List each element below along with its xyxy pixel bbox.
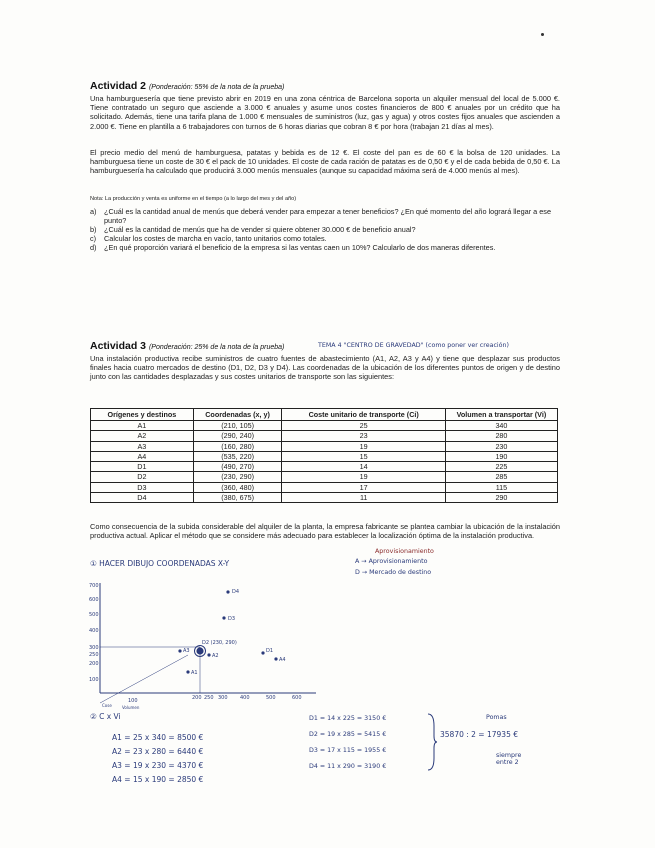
- handwritten-legend-d: D → Mercado de destino: [355, 569, 432, 576]
- table-cell: 115: [445, 482, 557, 492]
- handwritten-step-1: ① HACER DIBUJO COORDENADAS X-Y: [90, 559, 230, 568]
- point-marker: [207, 653, 210, 656]
- y-tick-label: 500: [89, 612, 99, 618]
- point-marker: [196, 647, 203, 654]
- handwritten-coordinate-plot: [88, 575, 328, 710]
- point-marker: [274, 657, 277, 660]
- guide-line: [100, 655, 188, 703]
- table-cell: 11: [282, 493, 445, 503]
- point-label: A3: [183, 648, 190, 654]
- point-marker: [186, 670, 189, 673]
- table-cell: 340: [445, 421, 557, 431]
- x-tick-label: 100: [128, 698, 138, 704]
- x-tick-label: 250: [204, 695, 214, 701]
- activity3-heading: [90, 340, 284, 352]
- table-cell: 17: [282, 482, 445, 492]
- table-cell: 25: [282, 421, 445, 431]
- table-row: [91, 421, 558, 431]
- table-cell: (360, 480): [193, 482, 282, 492]
- activity2-heading: [90, 80, 284, 92]
- table-cell: A2: [91, 431, 194, 441]
- table-cell: (490, 270): [193, 462, 282, 472]
- point-label: A2: [212, 653, 219, 659]
- table-header-cell: Coste unitario de transporte (Ci): [282, 409, 445, 421]
- table-cell: A3: [91, 441, 194, 451]
- x-tick-label: 200: [192, 695, 202, 701]
- table-cell: 280: [445, 431, 557, 441]
- x-tick-label: 500: [266, 695, 276, 701]
- activity3-handwritten-annotation: TEMA 4 "CENTRO DE GRAVEDAD" (como poner ver creación): [318, 342, 509, 349]
- table-row: [91, 493, 558, 503]
- point-label: D3: [228, 616, 236, 622]
- table-row: [91, 441, 558, 451]
- activity2-paragraph-1: Una hamburguesería que tiene previsto abrir en 2019 en una zona céntrica de Barcelona soporta un alquiler mensual del local de 5.000 €. Tiene contratado un seguro que asciende a 3.000 € anuales y asume unos costes financieros de 800 € anuales por un crédito que ha solicitado. Además, tiene una tarifa plana de 1.000 € mensuales de suministros (luz, gas y agua) y otros costes fijos anuales que ascienden a 2.000 €. Tiene en plantilla a 6 trabajadores con turnos de 6 horas diarias que cobran 8 € por hora (trabajan 21 días al mes).: [90, 94, 560, 131]
- coordinates-table: [90, 408, 558, 503]
- table-cell: 14: [282, 462, 445, 472]
- handwritten-legend-top: Aprovisionamiento: [375, 548, 434, 555]
- table-cell: (535, 220): [193, 451, 282, 461]
- table-header-cell: Coordenadas (x, y): [193, 409, 282, 421]
- activity3-paragraph-1: Una instalación productiva recibe suministros de cuatro fuentes de abastecimiento (A1, A2, A3 y A4) y tiene que desplazar sus productos finales hacia cuatro mercados de destino (D1, D2, D3 y D4). Las coordenadas de la ubicación de los diferentes puntos de origen y de destino junto con las cantidades desplazadas y sus costes unitarios de transporte son las siguientes:: [90, 354, 560, 382]
- table-cell: 23: [282, 431, 445, 441]
- question-item: [90, 243, 560, 252]
- question-text: ¿Cuál es la cantidad anual de menús que deberá vender para empezar a tener beneficios? ¿En qué momento del año logrará llegar a ese punto?: [104, 207, 552, 225]
- table-cell: A4: [91, 451, 194, 461]
- table-row: [91, 462, 558, 472]
- table-cell: 15: [282, 451, 445, 461]
- point-label: D4: [232, 589, 240, 595]
- table-cell: D2: [91, 472, 194, 482]
- calc-line-d2: D2 = 19 x 285 = 5415 €: [309, 731, 387, 738]
- scan-speck: [541, 33, 544, 36]
- calc-line-a1: A1 = 25 x 340 = 8500 €: [112, 733, 204, 742]
- point-label: A1: [191, 670, 198, 676]
- table-cell: (380, 675): [193, 493, 282, 503]
- y-tick-label: 200: [89, 661, 99, 667]
- table-cell: 19: [282, 472, 445, 482]
- table-cell: 225: [445, 462, 557, 472]
- table-cell: (210, 105): [193, 421, 282, 431]
- y-tick-label: 600: [89, 597, 99, 603]
- table-cell: 19: [282, 441, 445, 451]
- question-text: ¿Cuál es la cantidad de menús que ha de vender si quiere obtener 30.000 € de beneficio anual?: [104, 225, 416, 234]
- calc-line-a3: A3 = 19 x 230 = 4370 €: [112, 761, 204, 770]
- y-tick-label: 300: [89, 645, 99, 651]
- table-cell: (160, 280): [193, 441, 282, 451]
- activity2-question-list: [90, 207, 560, 252]
- table-cell: (290, 240): [193, 431, 282, 441]
- axis-note: Cose: [102, 703, 112, 708]
- table-header-row: [91, 409, 558, 421]
- x-tick-label: 600: [292, 695, 302, 701]
- activity2-note: Nota: La producción y venta es uniforme en el tiempo (a lo largo del mes y del año): [90, 196, 297, 202]
- calc-line-d3: D3 = 17 x 115 = 1955 €: [309, 747, 387, 754]
- x-tick-label: 400: [240, 695, 250, 701]
- sum-expression: 35870 : 2 = 17935 €: [440, 730, 518, 739]
- y-tick-label: 250: [89, 652, 99, 658]
- handwritten-legend-a: A → Aprovisionamiento: [355, 558, 428, 565]
- question-label: a): [90, 207, 97, 216]
- table-row: [91, 431, 558, 441]
- calc-line-d4: D4 = 11 x 290 = 3190 €: [309, 763, 387, 770]
- handwritten-step-2: ② C x Vi: [90, 712, 121, 721]
- calc-line-a2: A2 = 23 x 280 = 6440 €: [112, 747, 204, 756]
- question-item: [90, 225, 560, 234]
- question-item: [90, 234, 560, 243]
- table-cell: D1: [91, 462, 194, 472]
- table-cell: 190: [445, 451, 557, 461]
- point-label: D1: [266, 648, 274, 654]
- point-label: D2 (230, 290): [202, 640, 237, 646]
- question-label: b): [90, 225, 97, 234]
- point-marker: [261, 651, 264, 654]
- y-tick-label: 700: [89, 583, 99, 589]
- table-cell: 290: [445, 493, 557, 503]
- activity3-paragraph-2: Como consecuencia de la subida considerable del alquiler de la planta, la empresa fabricante se plantea cambiar la ubicación de la instalación productiva actual. Aplicar el método que se considere más adecuado para establecer la localización óptima de la instalación productiva.: [90, 522, 560, 541]
- activity2-title: Actividad 2: [90, 80, 147, 92]
- table-row: [91, 451, 558, 461]
- x-tick-label: 300: [218, 695, 228, 701]
- table-cell: (230, 290): [193, 472, 282, 482]
- table-row: [91, 482, 558, 492]
- question-label: c): [90, 234, 97, 243]
- activity3-weight: (Ponderación: 25% de la nota de la prueba): [148, 344, 285, 351]
- calc-line-d1: D1 = 14 x 225 = 3150 €: [309, 715, 387, 722]
- y-tick-label: 100: [89, 677, 99, 683]
- table-header-cell: Orígenes y destinos: [91, 409, 194, 421]
- table-cell: D4: [91, 493, 194, 503]
- activity2-weight: (Ponderación: 55% de la nota de la prueba): [148, 84, 285, 91]
- question-item: [90, 207, 560, 225]
- axis-note: Volumen: [122, 705, 140, 710]
- question-text: Calcular los costes de marcha en vacío, tanto unitarios como totales.: [104, 234, 327, 243]
- table-cell: 285: [445, 472, 557, 482]
- point-marker: [226, 590, 229, 593]
- activity2-paragraph-2: El precio medio del menú de hamburguesa, patatas y bebida es de 12 €. El coste del pan es de 60 € la bolsa de 120 unidades. La hamburguesa tiene un coste de 30 € el pack de 10 unidades. El coste de cada ración de patatas es de 0,50 € y el de cada bebida de 0,50 €. La hamburguesería ha calculado que producirá 3.000 menús mensuales (aunque su capacidad máxima será de 4.000 menús al mes).: [90, 148, 560, 176]
- sum-label: Pomas: [486, 714, 507, 721]
- table-cell: 230: [445, 441, 557, 451]
- point-label: A4: [279, 657, 286, 663]
- brace-mark: [426, 712, 438, 772]
- point-marker: [178, 649, 181, 652]
- point-marker: [222, 616, 225, 619]
- calc-line-a4: A4 = 15 x 190 = 2850 €: [112, 775, 204, 784]
- table-row: [91, 472, 558, 482]
- sum-note: siempre entre 2: [496, 752, 522, 766]
- activity3-title: Actividad 3: [90, 340, 147, 352]
- table-header-cell: Volumen a transportar (Vi): [445, 409, 557, 421]
- table-cell: A1: [91, 421, 194, 431]
- y-tick-label: 400: [89, 628, 99, 634]
- question-text: ¿En qué proporción variará el beneficio de la empresa si las ventas caen un 10%? Calcularlo de dos maneras diferentes.: [104, 243, 496, 252]
- table-cell: D3: [91, 482, 194, 492]
- question-label: d): [90, 243, 97, 252]
